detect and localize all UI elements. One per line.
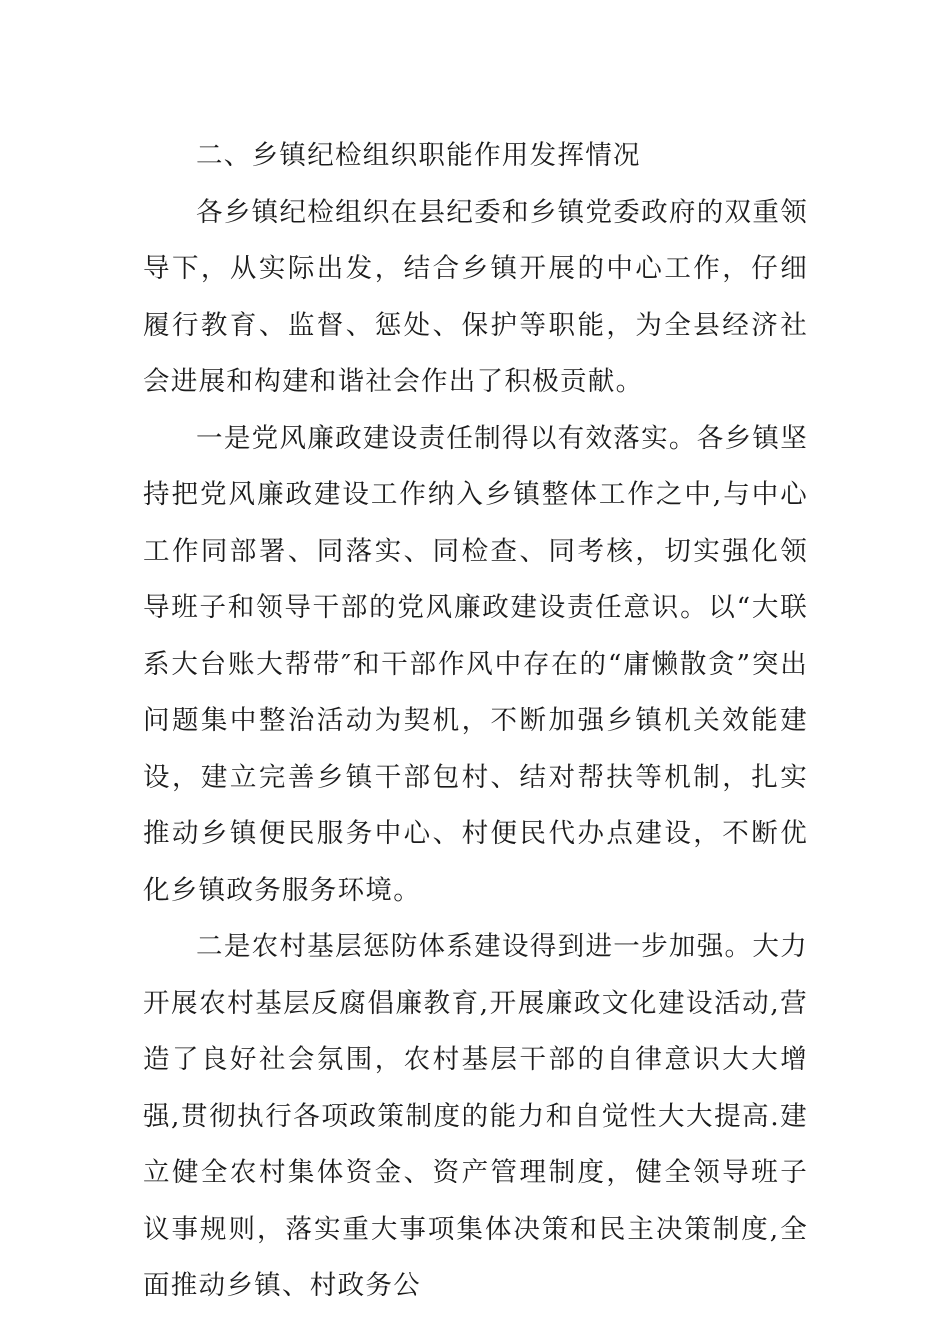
paragraph-point-two: 二是农村基层惩防体系建设得到进一步加强。大力开展农村基层反腐倡廉教育,开展廉政文化建设活动,营造了良好社会氛围，农村基层干部的自律意识大大增强,贯彻执行各项政策制度的能力和自觉性大大提高.建立健全农村集体资金、资产管理制度，健全领导班子议事规则，落实重大事项集体决策和民主决策制度,全面推动乡镇、村政务公: [143, 931, 808, 1301]
paragraph-point-one: 一是党风廉政建设责任制得以有效落实。各乡镇坚持把党风廉政建设工作纳入乡镇整体工作之中,与中心工作同部署、同落实、同检查、同考核，切实强化领导班子和领导干部的党风廉政建设责任意识。以“大联系大台账大帮带″和干部作风中存在的“庸懒散贪”突出问题集中整治活动为契机，不断加强乡镇机关效能建设，建立完善乡镇干部包村、结对帮扶等机制，扎实推动乡镇便民服务中心、村便民代办点建设，不断优化乡镇政务服务环境。: [143, 422, 808, 906]
paragraph-intro: 各乡镇纪检组织在县纪委和乡镇党委政府的双重领导下，从实际出发，结合乡镇开展的中心工作，仔细履行教育、监督、惩处、保护等职能，为全县经济社会进展和构建和谐社会作出了积极贡献。: [143, 196, 808, 397]
section-heading: 二、乡镇纪检组织职能作用发挥情况: [196, 140, 641, 171]
document-body: [143, 128, 808, 1315]
